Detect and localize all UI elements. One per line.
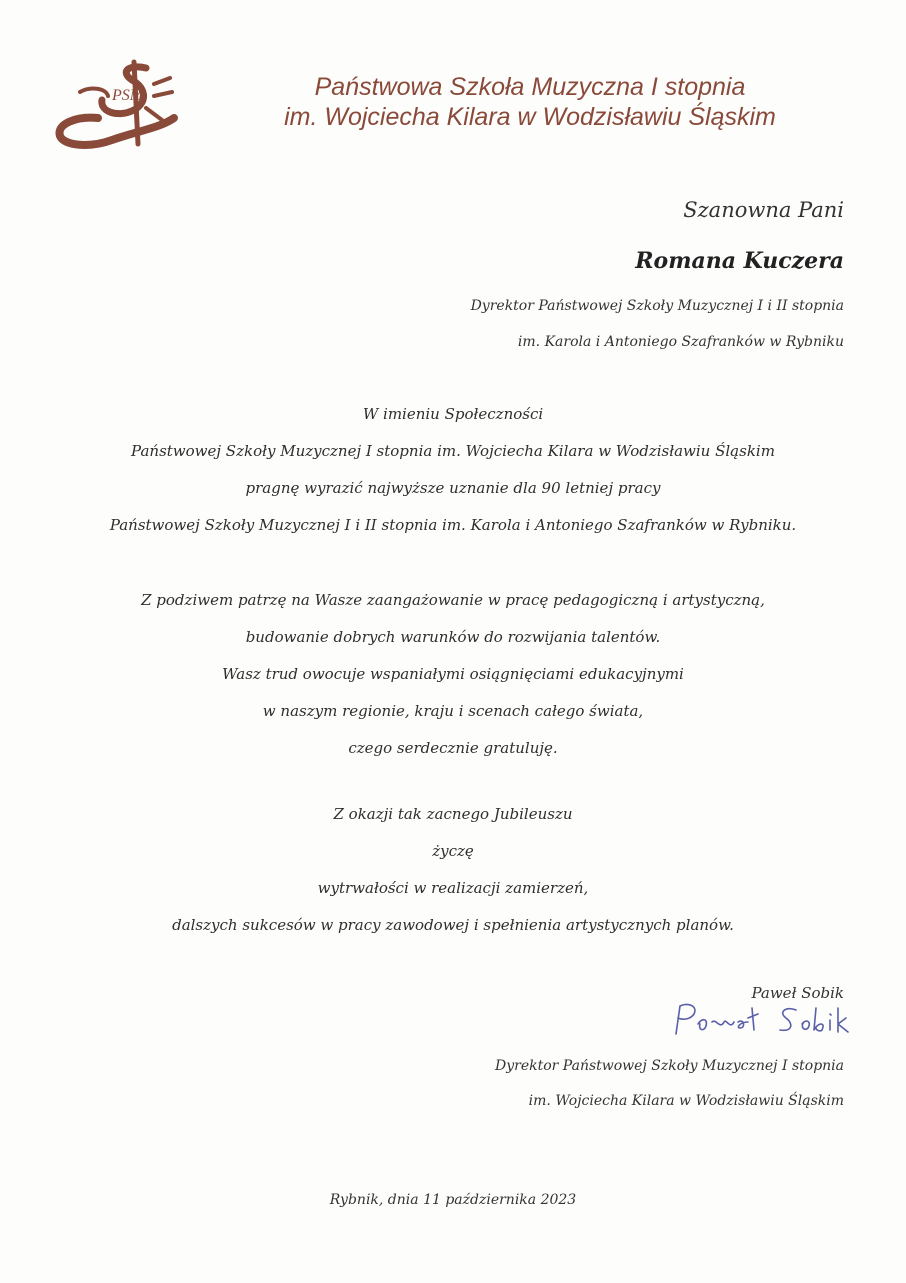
body-paragraph-1 [40,396,866,544]
body-line: Z okazji tak zacnego Jubileuszu [333,805,573,823]
body-line: Z podziwem patrzę na Wasze zaangażowanie w pracę pedagogiczną i artystyczną, [141,591,765,609]
body-paragraph-2 [40,582,866,767]
body-line: w naszym regionie, kraju i scenach całego świata, [262,702,644,720]
handwritten-signature [668,1000,858,1042]
school-header [200,72,860,132]
place-and-date: Rybnik, dnia 11 października 2023 [329,1192,577,1208]
body-line: życzę [432,842,474,860]
recipient-role-line-1: Dyrektor Państwowej Szkoły Muzycznej I i II stopnia [470,298,844,314]
header-line-1: Państwowa Szkoła Muzyczna I stopnia [314,73,746,101]
body-paragraph-3 [40,796,866,944]
body-line: W imieniu Społeczności [362,405,544,423]
signature-lettering: Paweł Sobik [668,1000,675,1001]
body-line: wytrwałości w realizacji zamierzeń, [317,879,589,897]
signatory-name: Paweł Sobik [751,984,844,1002]
body-line: budowanie dobrych warunków do rozwijania talentów. [245,628,661,646]
body-line: Państwowej Szkoły Muzycznej I i II stopnia im. Karola i Antoniego Szafranków w Rybniku. [109,516,797,534]
school-logo-icon [50,58,180,150]
signatory-role-line-1: Dyrektor Państwowej Szkoły Muzycznej I stopnia [495,1058,844,1074]
signatory-role-line-2: im. Wojciecha Kilara w Wodzisławiu Śląskim [528,1093,844,1109]
recipient-role-line-2: im. Karola i Antoniego Szafranków w Rybniku [517,334,844,350]
body-line: Wasz trud owocuje wspaniałymi osiągnięciami edukacyjnymi [222,665,684,683]
body-line: Państwowej Szkoły Muzycznej I stopnia im. Wojciecha Kilara w Wodzisławiu Śląskim [131,442,775,460]
recipient-name: Romana Kuczera [635,248,844,274]
salutation: Szanowna Pani [683,198,844,222]
logo-lettering: PSM [112,87,144,104]
header-line-2: im. Wojciecha Kilara w Wodzisławiu Śląskim [284,103,776,131]
body-line: pragnę wyrazić najwyższe uznanie dla 90 letniej pracy [245,479,661,497]
body-line: czego serdecznie gratuluję. [348,739,558,757]
body-line: dalszych sukcesów w pracy zawodowej i spełnienia artystycznych planów. [172,916,734,934]
